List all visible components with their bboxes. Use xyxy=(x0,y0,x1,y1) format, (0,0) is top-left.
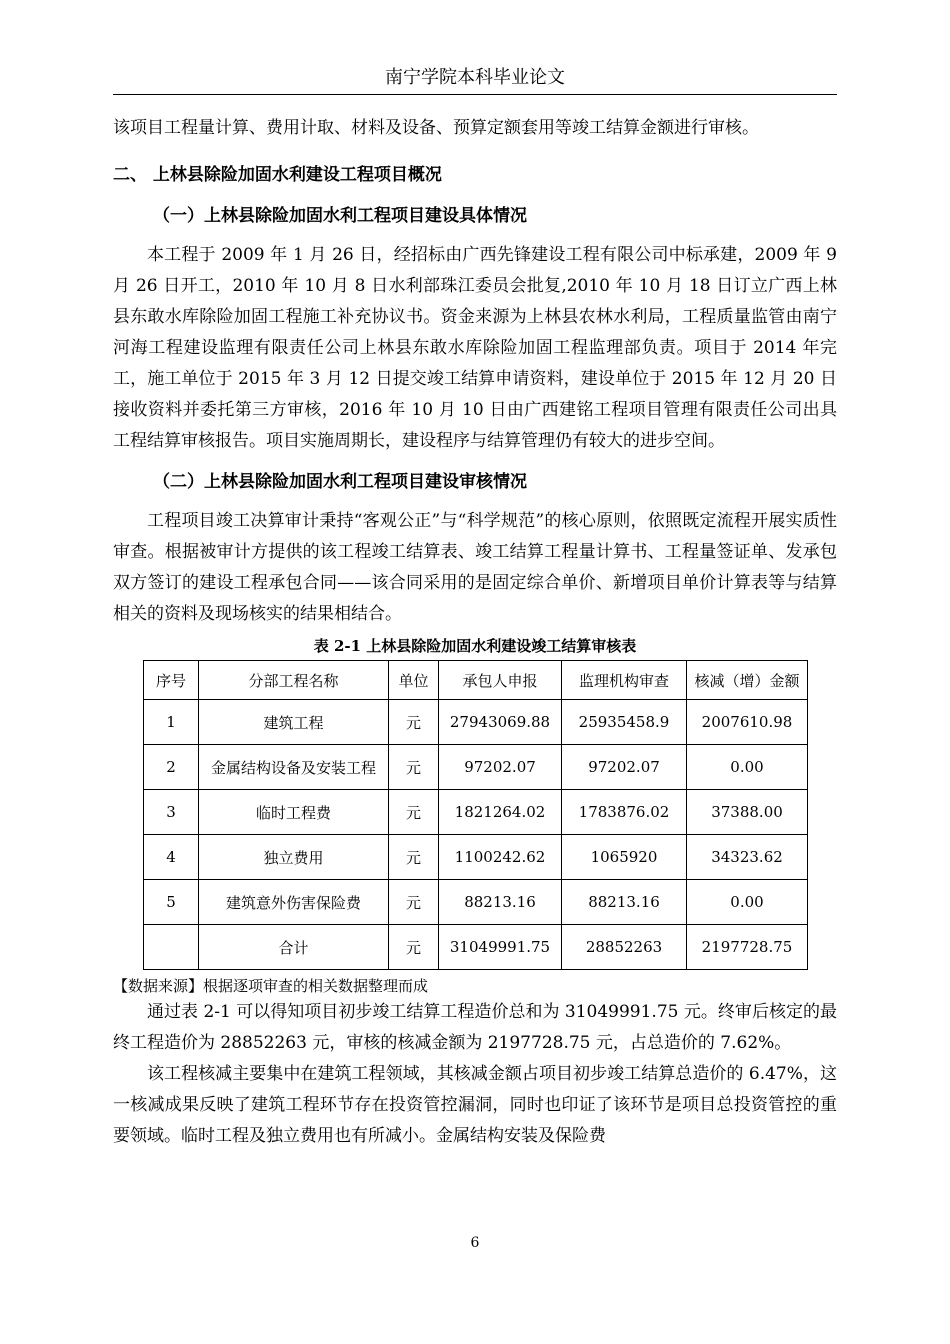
audit-table xyxy=(143,660,808,970)
table-header-row xyxy=(144,661,808,700)
table-cell: 28852263 xyxy=(562,925,687,970)
table-cell: 1 xyxy=(144,700,199,745)
table-cell: 34323.62 xyxy=(687,835,808,880)
table-cell: 97202.07 xyxy=(439,745,562,790)
table-cell: 4 xyxy=(144,835,199,880)
table-cell: 1821264.02 xyxy=(439,790,562,835)
table-cell: 3 xyxy=(144,790,199,835)
table-cell: 金属结构设备及安装工程 xyxy=(199,745,389,790)
table-cell: 元 xyxy=(389,925,439,970)
table-cell: 27943069.88 xyxy=(439,700,562,745)
table-cell: 1065920 xyxy=(562,835,687,880)
table-cell: 25935458.9 xyxy=(562,700,687,745)
table-cell: 建筑工程 xyxy=(199,700,389,745)
section-heading: 二、 上林县除险加固水利建设工程项目概况 xyxy=(113,165,442,185)
table-cell: 2007610.98 xyxy=(687,700,808,745)
table-cell: 0.00 xyxy=(687,745,808,790)
header-cell: 承包人申报 xyxy=(439,661,562,700)
table-cell: 97202.07 xyxy=(562,745,687,790)
header-cell: 序号 xyxy=(144,661,199,700)
table-row xyxy=(144,745,808,790)
table-row xyxy=(144,880,808,925)
table-cell xyxy=(144,925,199,970)
table-cell: 元 xyxy=(389,880,439,925)
paragraph-audit-basis: 工程项目竣工决算审计秉持“客观公正”与“科学规范”的核心原则，依照既定流程开展实质性审查。根据被审计方提供的该工程竣工结算表、竣工结算工程量计算书、工程量签证单、发承包双方签订的建设工程承包合同——该合同采用的是固定综合单价、新增项目单价计算表等与结算相关的资料及现场核实的结果相结合。 xyxy=(113,511,837,624)
header-cell: 核减（增）金额 xyxy=(687,661,808,700)
table-cell: 元 xyxy=(389,835,439,880)
paragraph-analysis: 该工程核减主要集中在建筑工程领域，其核减金额占项目初步竣工结算总造价的 6.47%，这一核减成果反映了建筑工程环节存在投资管控漏洞，同时也印证了该环节是项目总投资管控的重要领域。临时工程及独立费用也有所减小。金属结构安装及保险费 xyxy=(113,1064,837,1146)
page-number: 6 xyxy=(470,1235,480,1251)
header-cell: 单位 xyxy=(389,661,439,700)
table-cell: 合计 xyxy=(199,925,389,970)
table-cell: 1783876.02 xyxy=(562,790,687,835)
table-cell: 独立费用 xyxy=(199,835,389,880)
table-cell: 元 xyxy=(389,700,439,745)
table-caption: 表 2-1 上林县除险加固水利建设竣工结算审核表 xyxy=(313,637,637,655)
table-row xyxy=(144,790,808,835)
table-row xyxy=(144,925,808,970)
table-cell: 临时工程费 xyxy=(199,790,389,835)
table-cell: 2 xyxy=(144,745,199,790)
table-cell: 5 xyxy=(144,880,199,925)
table-cell: 元 xyxy=(389,745,439,790)
subsection-heading-1: （一）上林县除险加固水利工程项目建设具体情况 xyxy=(153,206,527,226)
data-source-note: 【数据来源】根据逐项审查的相关数据整理而成 xyxy=(113,977,429,995)
table-cell: 88213.16 xyxy=(562,880,687,925)
page-content xyxy=(113,113,837,1152)
table-cell: 88213.16 xyxy=(439,880,562,925)
page-header: 南宁学院本科毕业论文 xyxy=(385,67,565,88)
subsection-heading-2: （二）上林县除险加固水利工程项目建设审核情况 xyxy=(153,472,527,492)
header-cell: 分部工程名称 xyxy=(199,661,389,700)
header-rule xyxy=(113,94,837,95)
header-cell: 监理机构审查 xyxy=(562,661,687,700)
table-cell: 37388.00 xyxy=(687,790,808,835)
table-cell: 元 xyxy=(389,790,439,835)
paragraph-intro: 该项目工程量计算、费用计取、材料及设备、预算定额套用等竣工结算金额进行审核。 xyxy=(113,118,759,138)
table-cell: 2197728.75 xyxy=(687,925,808,970)
table-row xyxy=(144,700,808,745)
table-row xyxy=(144,835,808,880)
table-cell: 31049991.75 xyxy=(439,925,562,970)
paragraph-project-details: 本工程于 2009 年 1 月 26 日，经招标由广西先锋建设工程有限公司中标承建，2009 年 9 月 26 日开工，2010 年 10 月 8 日水利部珠江委员会批复,2010 年 10 月 18 日订立广西上林县东敢水库除险加固工程施工补充协议书。资金来源为上林县农林水利局，工程质量监管由南宁河海工程建设监理有限责任公司上林县东敢水库除险加固工程监理部负责。项目于 2014 年完工，施工单位于 2015 年 3 月 12 日提交竣工结算申请资料，建设单位于 2015 年 12 月 20 日接收资料并委托第三方审核，2016 年 10 月 10 日由广西建铭工程项目管理有限责任公司出具工程结算审核报告。项目实施周期长，建设程序与结算管理仍有较大的进步空间。 xyxy=(113,245,837,451)
table-cell: 建筑意外伤害保险费 xyxy=(199,880,389,925)
table-cell: 0.00 xyxy=(687,880,808,925)
table-cell: 1100242.62 xyxy=(439,835,562,880)
paragraph-summary: 通过表 2-1 可以得知项目初步竣工结算工程造价总和为 31049991.75 元。终审后核定的最终工程造价为 28852263 元，审核的核减金额为 2197728.75 元，占总造价的 7.62%。 xyxy=(113,1002,837,1053)
